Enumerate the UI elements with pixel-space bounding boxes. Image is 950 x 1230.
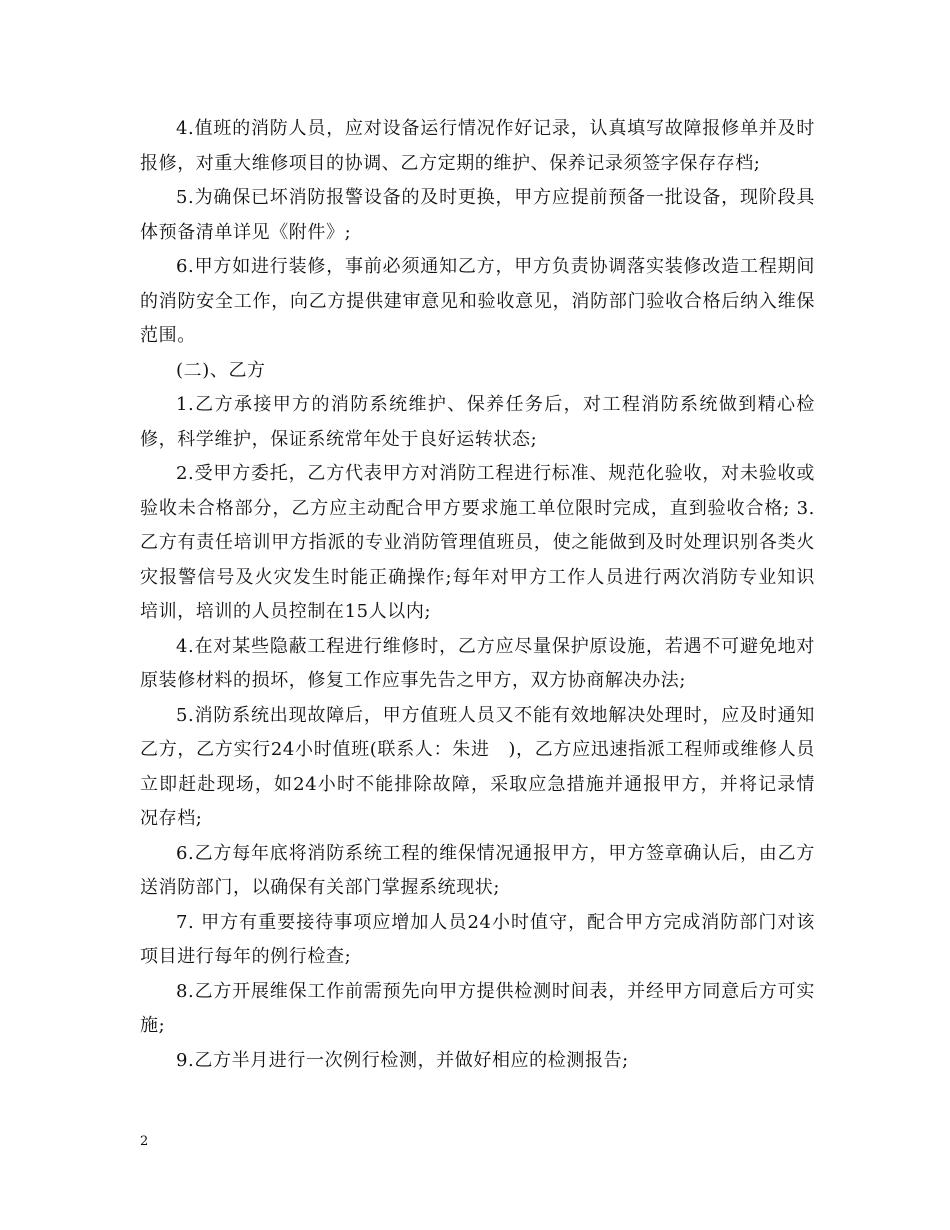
paragraph-b5: 5.消防系统出现故障后，甲方值班人员又不能有效地解决处理时，应及时通知乙方，乙方实行24小时值班(联系人：朱进 )，乙方应迅速指派工程师或维修人员立即赶赴现场，如24小时不能排除故障，采取应急措施并通报甲方，并将记录情况存档; — [140, 704, 815, 829]
paragraph-b6: 6.乙方每年底将消防系统工程的维保情况通报甲方，甲方签章确认后，由乙方送消防部门，以确保有关部门掌握系统现状; — [140, 842, 815, 898]
paragraph-b4: 4.在对某些隐蔽工程进行维修时，乙方应尽量保护原设施，若遇不可避免地对原装修材料的损坏，修复工作应事先告之甲方，双方协商解决办法; — [140, 635, 815, 691]
paragraph-b9: 9.乙方半月进行一次例行检测，并做好相应的检测报告; — [176, 1049, 629, 1071]
paragraph-a4: 4.值班的消防人员，应对设备运行情况作好记录，认真填写故障报修单并及时报修，对重大维修项目的协调、乙方定期的维护、保养记录须签字保存存档; — [140, 118, 815, 174]
paragraph-b2-b3: 2.受甲方委托，乙方代表甲方对消防工程进行标准、规范化验收，对未验收或验收未合格部分，乙方应主动配合甲方要求施工单位限时完成，直到验收合格; 3.乙方有责任培训甲方指派的专业消防管理值班员，使之能做到及时处理识别各类火灾报警信号及火灾发生时能正确操作;每年对甲方工作人员进行两次消防专业知识培训，培训的人员控制在15人以内; — [140, 463, 815, 622]
paragraph-a5: 5.为确保已坏消防报警设备的及时更换，甲方应提前预备一批设备，现阶段具体预备清单详见《附件》; — [140, 187, 815, 243]
document-body — [140, 112, 815, 1078]
paragraph-b7: 7. 甲方有重要接待事项应增加人员24小时值守，配合甲方完成消防部门对该项目进行每年的例行检查; — [140, 911, 815, 967]
paragraph-a6: 6.甲方如进行装修，事前必须通知乙方，甲方负责协调落实装修改造工程期间的消防安全工作，向乙方提供建审意见和验收意见，消防部门验收合格后纳入维保范围。 — [140, 256, 815, 346]
paragraph-b1: 1.乙方承接甲方的消防系统维护、保养任务后，对工程消防系统做到精心检修，科学维护，保证系统常年处于良好运转状态; — [140, 394, 815, 450]
section-heading-party-b: (二)、乙方 — [176, 359, 266, 381]
paragraph-b8: 8.乙方开展维保工作前需预先向甲方提供检测时间表，并经甲方同意后方可实施; — [140, 980, 815, 1036]
page-number: 2 — [140, 1134, 149, 1149]
